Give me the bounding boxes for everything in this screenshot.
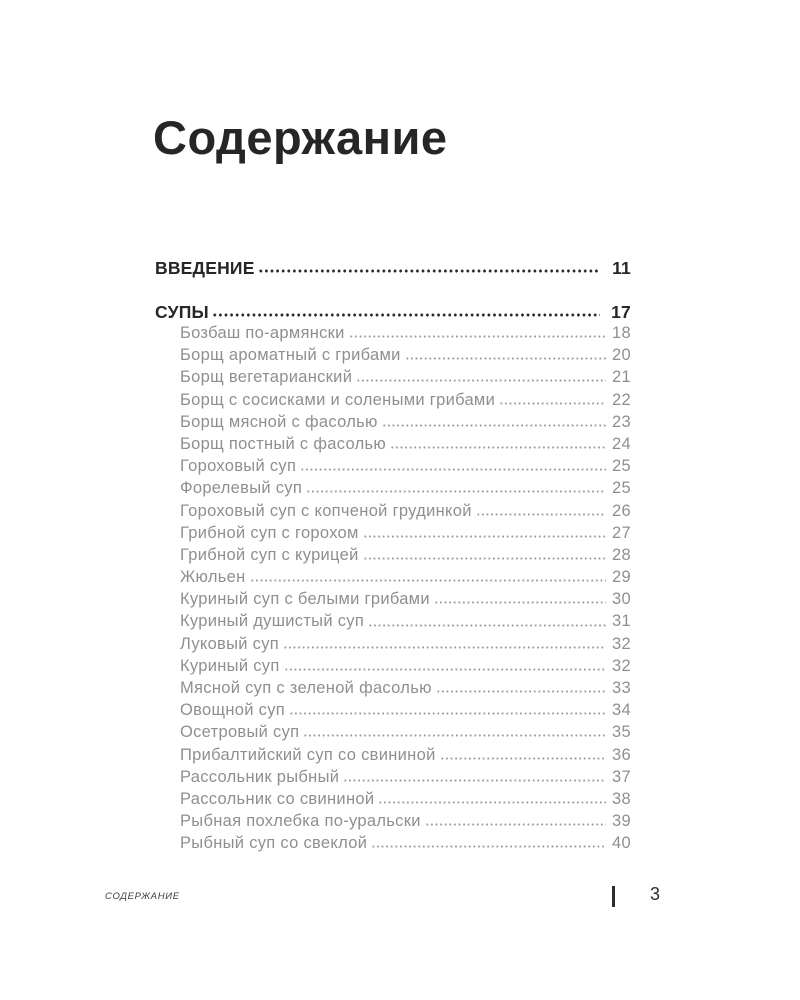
toc-entry-label: Грибной суп с курицей (180, 545, 359, 564)
toc-row (155, 610, 631, 632)
toc-entry-page: 40 (612, 834, 631, 853)
dot-leader (250, 566, 606, 588)
toc-row (155, 433, 631, 455)
toc-row (155, 810, 631, 832)
toc-entry-page: 20 (612, 346, 631, 365)
toc-entry-page: 30 (612, 590, 631, 609)
toc-row (155, 344, 631, 366)
dot-leader (363, 522, 606, 544)
toc-entry-label: СУПЫ (155, 302, 209, 322)
toc-entry-page: 34 (612, 701, 631, 720)
toc-entry-page: 24 (612, 434, 631, 453)
toc-row (155, 455, 631, 477)
toc-entry-label: Мясной суп с зеленой фасолью (180, 679, 432, 697)
toc-entry-label: Форелевый суп (180, 479, 303, 498)
toc-row (155, 699, 631, 721)
dot-leader (306, 477, 606, 499)
toc-entry-label: Борщ с сосисками и солеными грибами (180, 390, 496, 409)
toc-entry-page: 38 (612, 789, 631, 808)
toc-row (155, 677, 631, 699)
toc-entry-page: 23 (612, 412, 631, 431)
dot-leader (368, 610, 606, 632)
toc-row (155, 258, 631, 278)
toc-entry-label: Луковый суп (180, 634, 280, 653)
toc-entry-page: 18 (612, 324, 631, 342)
toc-entry-label: Борщ мясной с фасолью (180, 412, 378, 431)
dot-leader (284, 655, 606, 677)
footer-divider-bar (612, 886, 615, 907)
toc-entry-page: 28 (612, 545, 631, 564)
toc-entry-label: Борщ вегетарианский (180, 368, 353, 387)
toc-entry-page: 25 (612, 479, 631, 498)
dot-leader (371, 832, 606, 854)
running-footer-title: СОДЕРЖАНИЕ (105, 891, 180, 902)
dot-leader (378, 788, 606, 810)
dot-leader (303, 721, 606, 743)
toc-entry-page: 27 (612, 523, 631, 542)
toc-row (155, 766, 631, 788)
toc-entry-label: Куриный суп с белыми грибами (180, 590, 430, 609)
toc-entry-page: 26 (612, 501, 631, 520)
dot-leader (212, 302, 600, 322)
toc-entry-label: Рыбная похлебка по-уральски (180, 812, 421, 831)
dot-leader (283, 633, 606, 655)
dot-leader (349, 322, 606, 344)
toc-list (155, 258, 631, 855)
dot-leader (425, 810, 606, 832)
dot-leader (300, 455, 606, 477)
toc-row (155, 655, 631, 677)
toc-entry-label: Рассольник рыбный (180, 767, 340, 786)
page-title: Содержание (153, 111, 448, 164)
dot-leader (440, 744, 606, 766)
toc-row (155, 411, 631, 433)
toc-row (155, 744, 631, 766)
toc-entry-page: 39 (612, 812, 631, 831)
toc-entry-label: Куриный душистый суп (180, 612, 365, 631)
dot-leader (499, 389, 606, 411)
toc-entry-label: ВВЕДЕНИЕ (155, 258, 255, 278)
toc-row (155, 721, 631, 743)
toc-entry-page: 32 (612, 634, 631, 653)
dot-leader (434, 588, 606, 610)
toc-row (155, 522, 631, 544)
toc-entry-page: 21 (612, 368, 631, 387)
toc-entry-label: Рыбный суп со свеклой (180, 834, 368, 853)
dot-leader (363, 544, 606, 566)
toc-row (155, 389, 631, 411)
dot-leader (343, 766, 606, 788)
toc-row (155, 366, 631, 388)
toc-entry-page: 32 (612, 656, 631, 675)
toc-entry-page: 33 (612, 679, 631, 697)
toc-entry-page: 35 (612, 723, 631, 742)
toc-entry-page: 25 (612, 457, 631, 476)
toc-row (155, 788, 631, 810)
dot-leader (289, 699, 606, 721)
toc-entry-page: 22 (612, 390, 631, 409)
toc-entry-label: Осетровый суп (180, 723, 300, 742)
toc-entry-page: 11 (612, 258, 631, 278)
toc-entry-label: Гороховый суп (180, 457, 297, 476)
toc-entry-label: Борщ ароматный с грибами (180, 346, 401, 365)
dot-leader (258, 258, 600, 278)
dot-leader (405, 344, 606, 366)
toc-row (155, 566, 631, 588)
toc-row (155, 544, 631, 566)
toc-row (155, 588, 631, 610)
toc-row (155, 633, 631, 655)
toc-entry-page: 31 (612, 612, 631, 631)
toc-entry-label: Овощной суп (180, 701, 285, 720)
toc-entry-page: 36 (612, 745, 631, 764)
toc-entry-page: 29 (612, 568, 631, 587)
toc-entry-label: Борщ постный с фасолью (180, 434, 387, 453)
toc-row (155, 322, 631, 344)
dot-leader (476, 500, 606, 522)
toc-entry-page: 17 (611, 302, 631, 322)
toc-entry-label: Гороховый суп с копченой грудинкой (180, 501, 472, 520)
dot-leader (436, 677, 606, 699)
dot-leader (390, 433, 606, 455)
toc-entry-page: 37 (612, 767, 631, 786)
toc-entry-label: Куриный суп (180, 656, 280, 675)
toc-row (155, 500, 631, 522)
toc-entry-label: Бозбаш по-армянски (180, 324, 345, 342)
toc-row (155, 477, 631, 499)
dot-leader (356, 366, 606, 388)
toc-entry-label: Прибалтийский суп со свининой (180, 745, 436, 764)
toc-row (155, 302, 631, 322)
dot-leader (382, 411, 606, 433)
toc-entry-label: Жюльен (180, 568, 246, 587)
toc-row (155, 832, 631, 854)
page-number: 3 (649, 884, 660, 904)
toc-entry-label: Рассольник со свининой (180, 789, 375, 808)
toc-entry-label: Грибной суп с горохом (180, 523, 359, 542)
